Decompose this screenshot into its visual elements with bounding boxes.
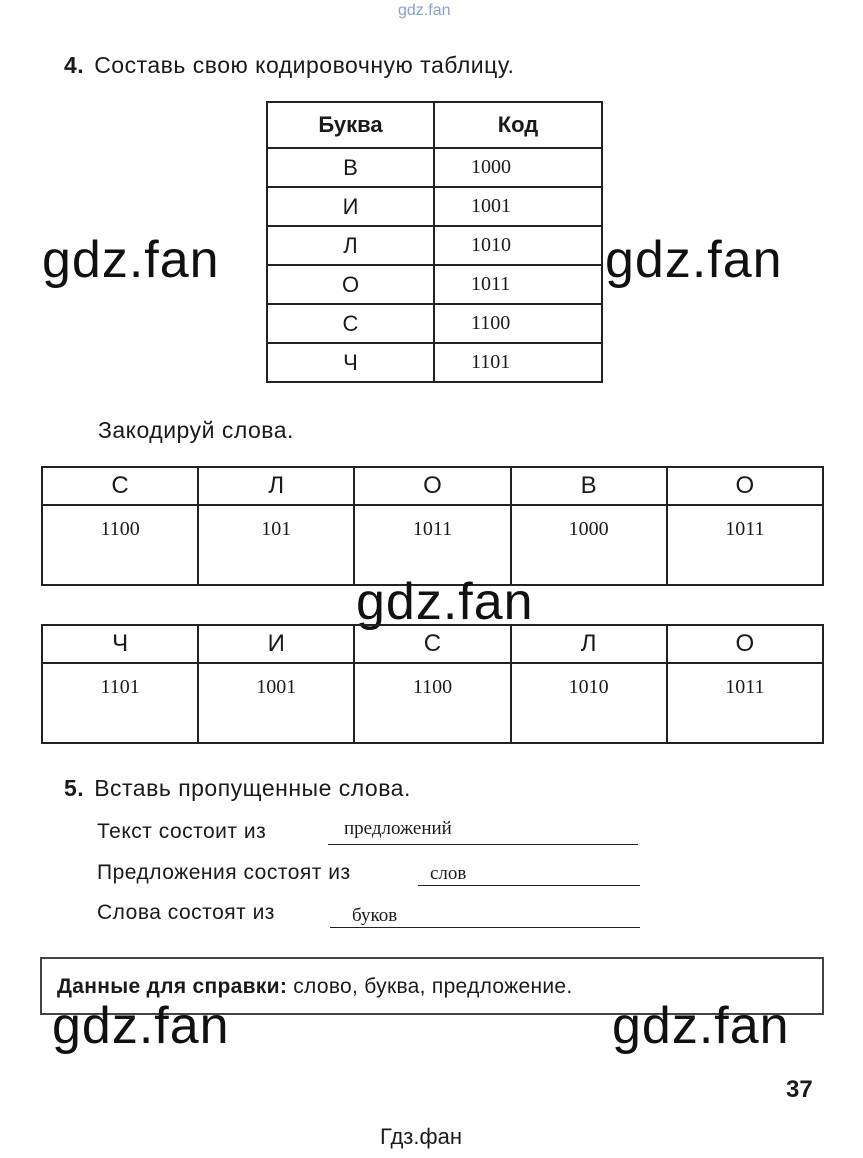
row-letter: В: [267, 148, 434, 187]
word2-code: 1011: [667, 663, 823, 743]
footer-site: Гдз.фан: [380, 1124, 462, 1149]
word2-letter: Л: [511, 625, 667, 663]
task5-heading: [64, 775, 411, 802]
word2-letter: И: [198, 625, 354, 663]
task5-number: 5.: [64, 775, 85, 801]
task4-heading: [64, 52, 514, 79]
page-number: 37: [786, 1076, 813, 1103]
row-code: 1011: [434, 265, 602, 304]
watermark-bottom-right: gdz.fan: [612, 997, 790, 1055]
row-letter: Л: [267, 226, 434, 265]
table-row: [267, 187, 602, 226]
header-code: Код: [434, 102, 602, 148]
word1-code: 101: [198, 505, 354, 585]
coding-table: [266, 101, 603, 383]
fill-prompt-2: Предложения состоят из: [97, 861, 351, 884]
fill-answer-1: предложений: [344, 818, 452, 839]
reference-label: Данные для справки:: [57, 975, 288, 998]
word1-letter: В: [511, 467, 667, 505]
row-letter: Ч: [267, 343, 434, 382]
word1-code: 1011: [667, 505, 823, 585]
word2-letter: О: [667, 625, 823, 663]
word1-letter: О: [354, 467, 510, 505]
fill-answer-2: слов: [430, 863, 467, 884]
word2-code: 1101: [42, 663, 198, 743]
table-row: [267, 265, 602, 304]
table-row: [267, 343, 602, 382]
fill-prompt-3: Слова состоят из: [97, 901, 275, 924]
row-letter: И: [267, 187, 434, 226]
watermark-left: gdz.fan: [42, 231, 220, 289]
row-code: 1001: [434, 187, 602, 226]
word1-letter: С: [42, 467, 198, 505]
word2-letter: С: [354, 625, 510, 663]
watermark-top: gdz.fan: [398, 2, 451, 19]
fill-blank-1[interactable]: [328, 820, 638, 845]
reference-text: слово, буква, предложение.: [293, 975, 573, 998]
row-code: 1000: [434, 148, 602, 187]
word1-code: 1011: [354, 505, 510, 585]
row-code: 1101: [434, 343, 602, 382]
row-letter: С: [267, 304, 434, 343]
encode-title: Закодируй слова.: [98, 417, 294, 443]
word1-code: 1000: [511, 505, 667, 585]
word2-code: 1001: [198, 663, 354, 743]
task4-title: Составь свою кодировочную таблицу.: [94, 52, 515, 78]
word1-letter: О: [667, 467, 823, 505]
word2-code: 1010: [511, 663, 667, 743]
encode-table-word1: [41, 466, 824, 586]
fill-blank-3[interactable]: [330, 903, 640, 928]
word2-letter: Ч: [42, 625, 198, 663]
header-letter: Буква: [267, 102, 434, 148]
watermark-center: gdz.fan: [356, 573, 534, 631]
fill-prompt-1: Текст состоит из: [97, 820, 267, 843]
encode-table-word2: [41, 624, 824, 744]
watermark-right: gdz.fan: [605, 231, 783, 289]
row-letter: О: [267, 265, 434, 304]
table-row: [267, 304, 602, 343]
word1-letter: Л: [198, 467, 354, 505]
word2-code: 1100: [354, 663, 510, 743]
task5-title: Вставь пропущенные слова.: [94, 775, 411, 801]
watermark-bottom-left: gdz.fan: [52, 997, 230, 1055]
word1-code: 1100: [42, 505, 198, 585]
task4-number: 4.: [64, 52, 85, 78]
row-code: 1010: [434, 226, 602, 265]
row-code: 1100: [434, 304, 602, 343]
fill-answer-3: буков: [352, 905, 398, 926]
table-row: [267, 148, 602, 187]
table-row: [267, 226, 602, 265]
fill-blank-2[interactable]: [418, 861, 640, 886]
